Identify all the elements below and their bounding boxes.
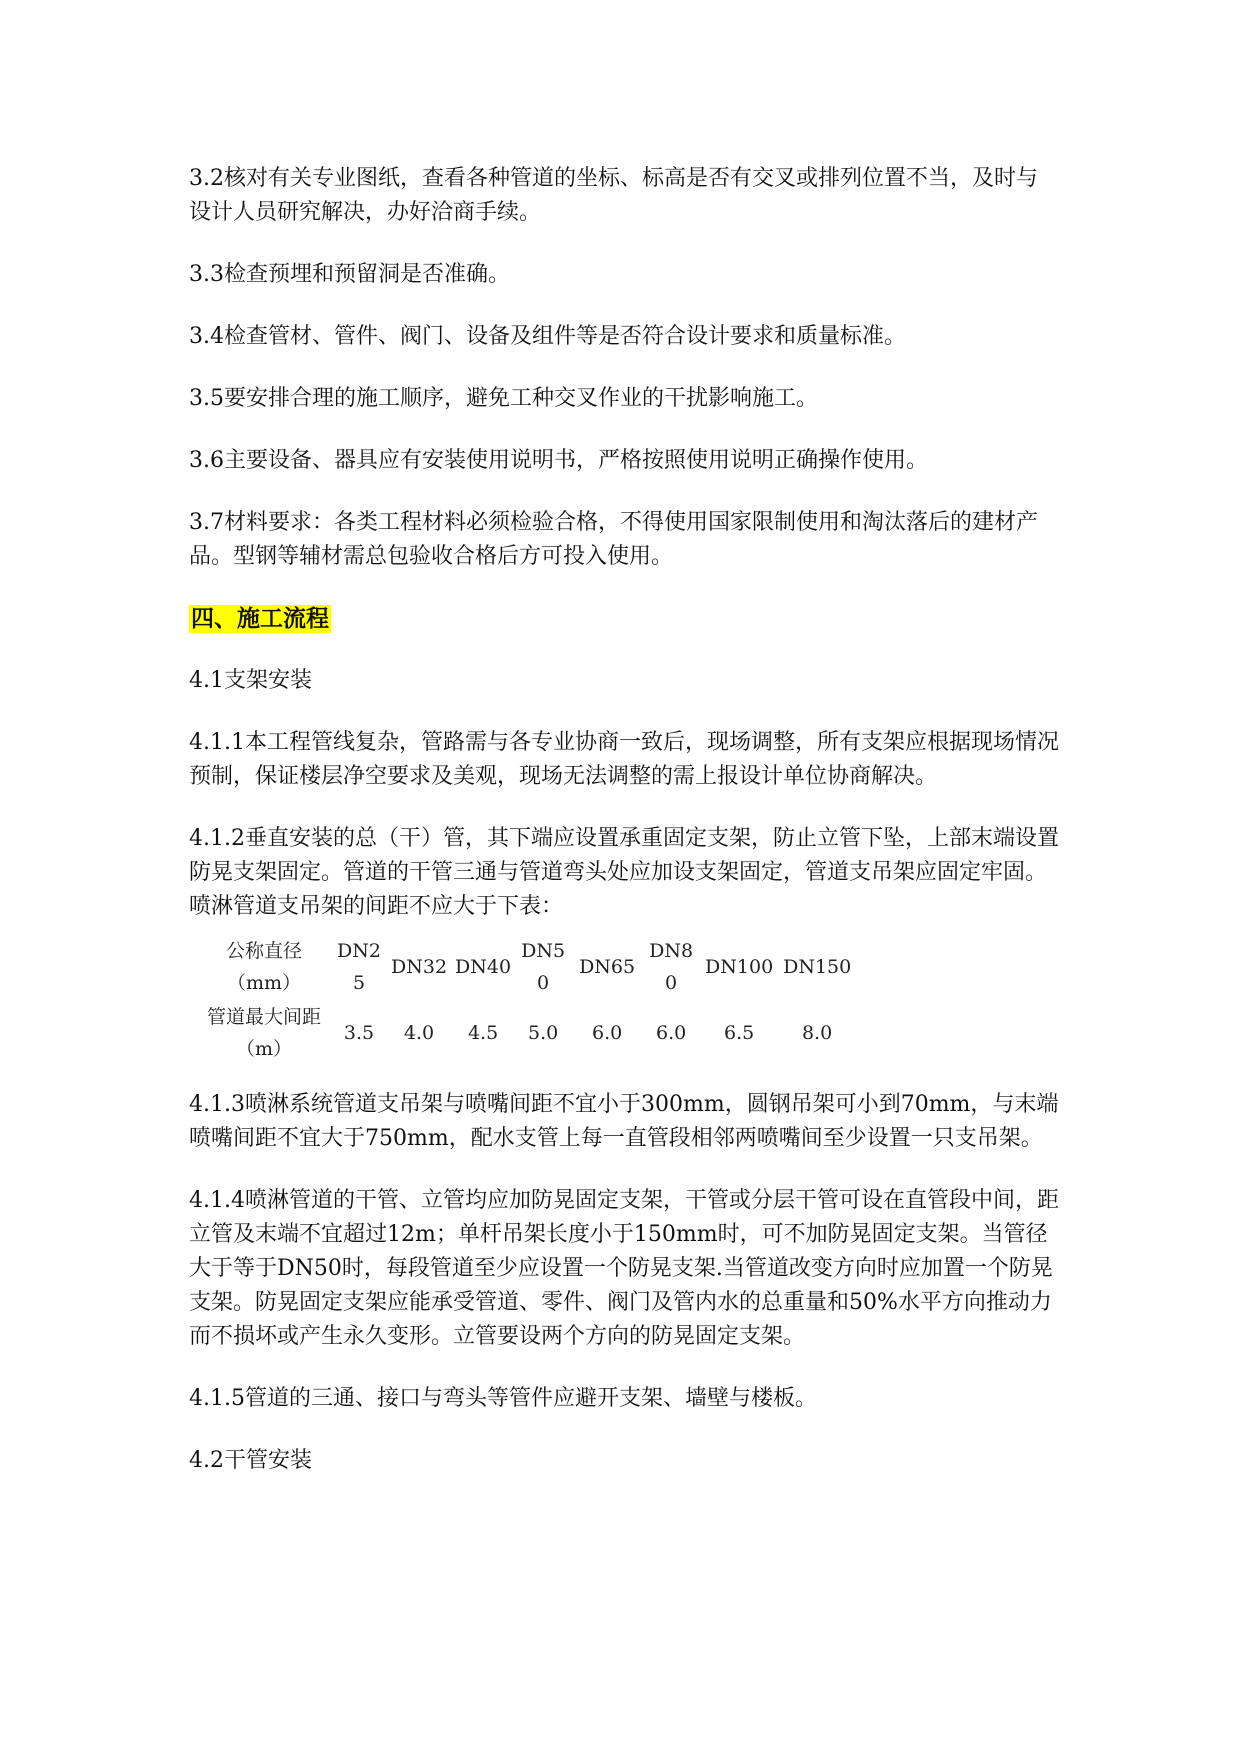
table-cell-spacing: 3.5	[343, 1022, 375, 1044]
paragraph-3-3: 3.3检查预埋和预留洞是否准确。	[189, 262, 510, 287]
document-page	[189, 162, 1059, 1506]
table-cell-diameter: DN32	[391, 956, 448, 978]
table-cell-spacing: 8.0	[802, 1022, 833, 1044]
support-spacing-table	[197, 934, 855, 1066]
paragraph-4-1: 4.1支架安装	[189, 668, 312, 693]
table-cell-spacing: 4.5	[467, 1022, 499, 1044]
paragraph-3-4: 3.4检查管材、管件、阀门、设备及组件等是否符合设计要求和质量标准。	[189, 324, 906, 349]
paragraph-3-6: 3.6主要设备、器具应有安装使用说明书，严格按照使用说明正确操作使用。	[189, 448, 928, 473]
table-cell-spacing: 5.0	[527, 1022, 559, 1044]
table-cell-spacing: 4.0	[403, 1022, 435, 1044]
paragraph-3-7: 3.7材料要求：各类工程材料必须检验合格，不得使用国家限制使用和淘汰落后的建材产品。型钢等辅材需总包验收合格后方可投入使用。	[189, 510, 1038, 569]
table-cell-diameter: DN100	[705, 956, 774, 978]
paragraph-4-1-5: 4.1.5管道的三通、接口与弯头等管件应避开支架、墙壁与楼板。	[189, 1386, 817, 1411]
table-cell-spacing: 6.0	[655, 1022, 687, 1044]
paragraph-4-1-1: 4.1.1本工程管线复杂，管路需与各专业协商一致后，现场调整，所有支架应根据现场情况预制，保证楼层净空要求及美观，现场无法调整的需上报设计单位协商解决。	[189, 730, 1059, 789]
table-cell-diameter: DN40	[455, 956, 512, 978]
section-heading-text: 四、施工流程	[191, 606, 329, 632]
paragraph-4-1-3: 4.1.3喷淋系统管道支吊架与喷嘴间距不宜小于300mm，圆钢吊架可小到70mm，与末端喷嘴间距不宜大于750mm，配水支管上每一直管段相邻两喷嘴间至少设置一只支吊架。	[189, 1092, 1059, 1151]
table-cell-diameter: DN2 5	[337, 940, 381, 994]
paragraph-4-1-4: 4.1.4喷淋管道的干管、立管均应加防晃固定支架，干管或分层干管可设在直管段中间，距立管及末端不宜超过12m；单杆吊架长度小于150mm时，可不加防晃固定支架。当管径大于等于DN50时，每段管道至少应设置一个防晃支架.当管道改变方向时应加置一个防晃支架。防晃固定支架应能承受管道、零件、阀门及管内水的总重量和50%水平方向推动力而不损坏或产生永久变形。立管要设两个方向的防晃固定支架。	[189, 1188, 1059, 1349]
paragraph-3-5: 3.5要安排合理的施工顺序，避免工种交叉作业的干扰影响施工。	[189, 386, 818, 411]
table-cell-diameter: DN8 0	[649, 940, 694, 994]
paragraph-4-1-2: 4.1.2垂直安装的总（干）管，其下端应设置承重固定支架，防止立管下坠，上部末端设置防晃支架固定。管道的干管三通与管道弯头处应加设支架固定，管道支吊架应固定牢固。喷淋管道支吊架的间距不应大于下表：	[189, 826, 1059, 919]
table-cell-spacing: 6.5	[723, 1022, 755, 1044]
table-cell-diameter: DN150	[783, 956, 852, 978]
table-row-diameter	[197, 934, 855, 1000]
paragraph-3-2: 3.2核对有关专业图纸，查看各种管道的坐标、标高是否有交叉或排列位置不当，及时与设计人员研究解决，办好洽商手续。	[189, 166, 1038, 225]
table-label-diameter: 公称直径 （mm）	[225, 940, 302, 994]
table-cell-diameter: DN65	[579, 956, 636, 978]
table-cell-diameter: DN5 0	[521, 940, 566, 994]
paragraph-4-2: 4.2干管安装	[189, 1448, 312, 1473]
table-label-spacing: 管道最大间距 （m）	[206, 1006, 321, 1060]
table-cell-spacing: 6.0	[591, 1022, 623, 1044]
section-heading	[189, 602, 1059, 636]
table-row-spacing	[197, 1000, 855, 1066]
